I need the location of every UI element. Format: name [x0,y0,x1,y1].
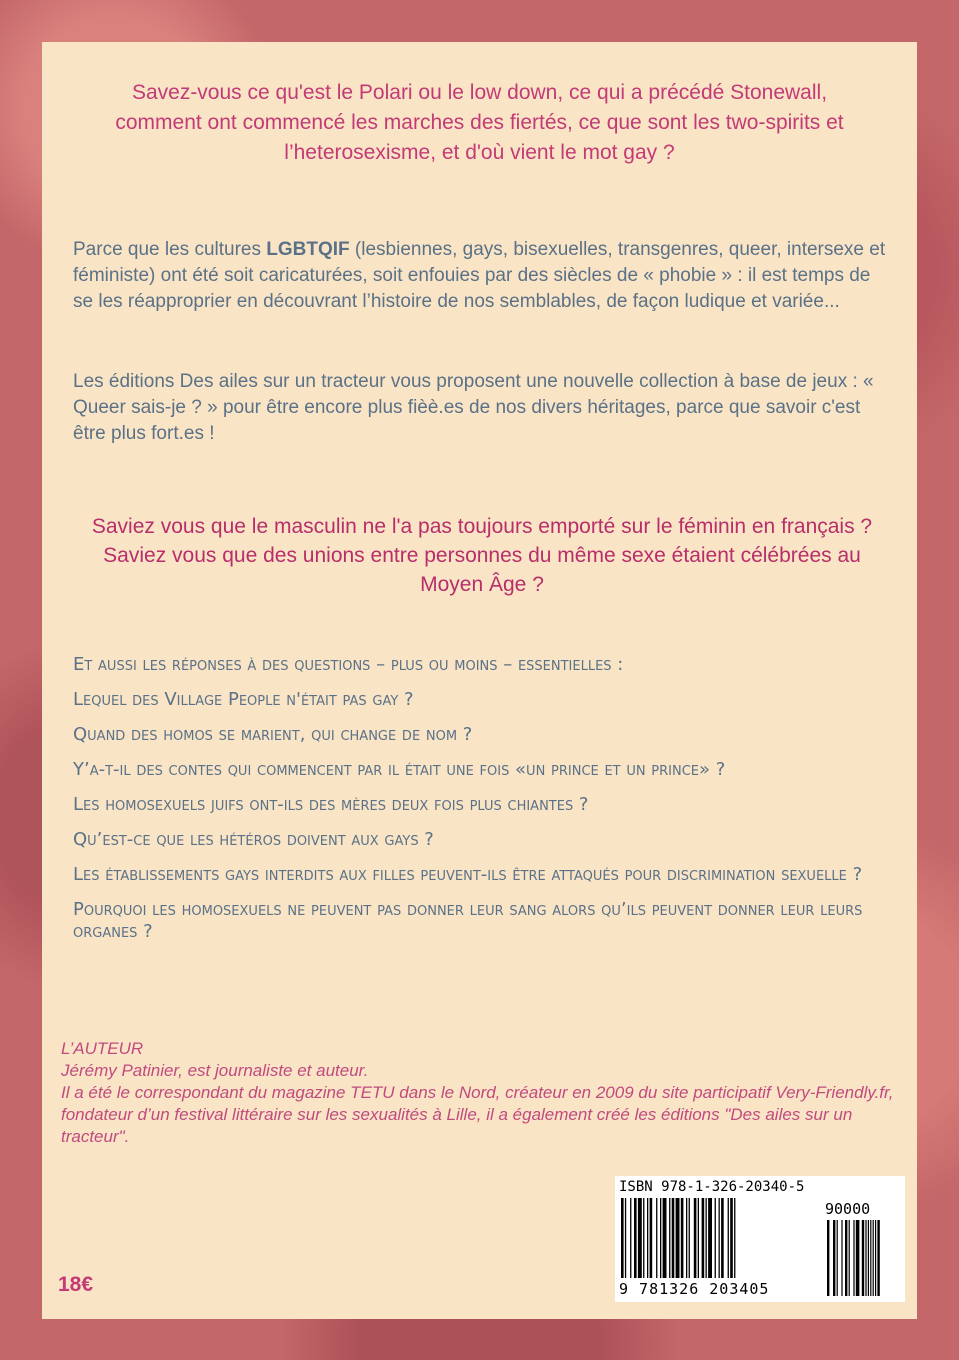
paragraph-collection: Les éditions Des ailes sur un tracteur vous proposent une nouvelle collection à base de jeux : « Queer sais-je ? » pour être encore plus fièè.es de nos divers héritages, parce que savoir c'est être plus fort.es ! [73,371,874,444]
back-cover-panel [42,42,917,1319]
faq-item: Lequel des Village People n'était pas gay ? [73,689,414,710]
question-line: Saviez vous que le masculin ne l'a pas toujours emporté sur le féminin en français ? [91,515,873,538]
author-name-line: Jérémy Patinier, est journaliste et auteur. [61,1061,369,1080]
author-section [61,1038,906,1148]
author-heading: L’AUTEUR [61,1039,144,1058]
price-label: 18€ [58,1273,94,1296]
isbn-barcode [615,1176,905,1302]
isbn-label: ISBN 978-1-326-20340-5 [619,1179,805,1195]
author-bio: Il a été le correspondant du magazine TETU dans le Nord, créateur en 2009 du site participatif Very-Friendly.fr, fondateur d’un festival littéraire sur les sexualités à Lille, il a également créé les éditions "Des ailes sur un tracteur". [61,1083,894,1146]
faq-item: Qu’est-ce que les hétéros doivent aux gays ? [73,829,434,850]
faq-item: Y’a-t-il des contes qui commencent par il était une fois «un prince et un prince» ? [73,759,726,780]
faq-list [73,654,893,956]
did-you-know-questions [82,512,882,599]
faq-item: Les homosexuels juifs ont-ils des mères deux fois plus chiantes ? [73,794,589,815]
paragraph-cultures-lead: Parce que les cultures [73,239,267,260]
barcode-digits: 9 781326 203405 [619,1280,770,1298]
faq-item: Les établissements gays interdits aux filles peuvent-ils être attaqués pour discrimination sexuelle ? [73,864,863,885]
paragraph-cultures [73,237,893,315]
intro-text: Savez-vous ce qu'est le Polari ou le low down, ce qui a précédé Stonewall, comment ont commencé les marches des fiertés, ce que sont les two-spirits et l’heterosexisme, et d'où vient le mot gay ? [115,81,844,164]
lgbtqif-term: LGBTQIF [266,239,350,260]
question-line: Saviez vous que des unions entre personnes du même sexe étaient célébrées au Moyen Âge ? [103,544,861,596]
faq-item: Quand des homos se marient, qui change de nom ? [73,724,473,745]
faq-item: Pourquoi les homosexuels ne peuvent pas donner leur sang alors qu’ils peuvent donner leur leurs organes ? [73,899,863,942]
paragraph-cultures-rest: (lesbiennes, gays, bisexuelles, transgenres, queer, intersexe et féministe) ont été soit caricaturées, soit enfouies par des siècles de « phobie » : il est temps de se les réapproprier en découvrant l’histoire de nos semblables, de façon ludique et variée... [73,239,886,312]
faq-intro: Et aussi les réponses à des questions – plus ou moins – essentielles : [73,654,624,675]
barcode-addon-digits: 90000 [825,1200,871,1218]
